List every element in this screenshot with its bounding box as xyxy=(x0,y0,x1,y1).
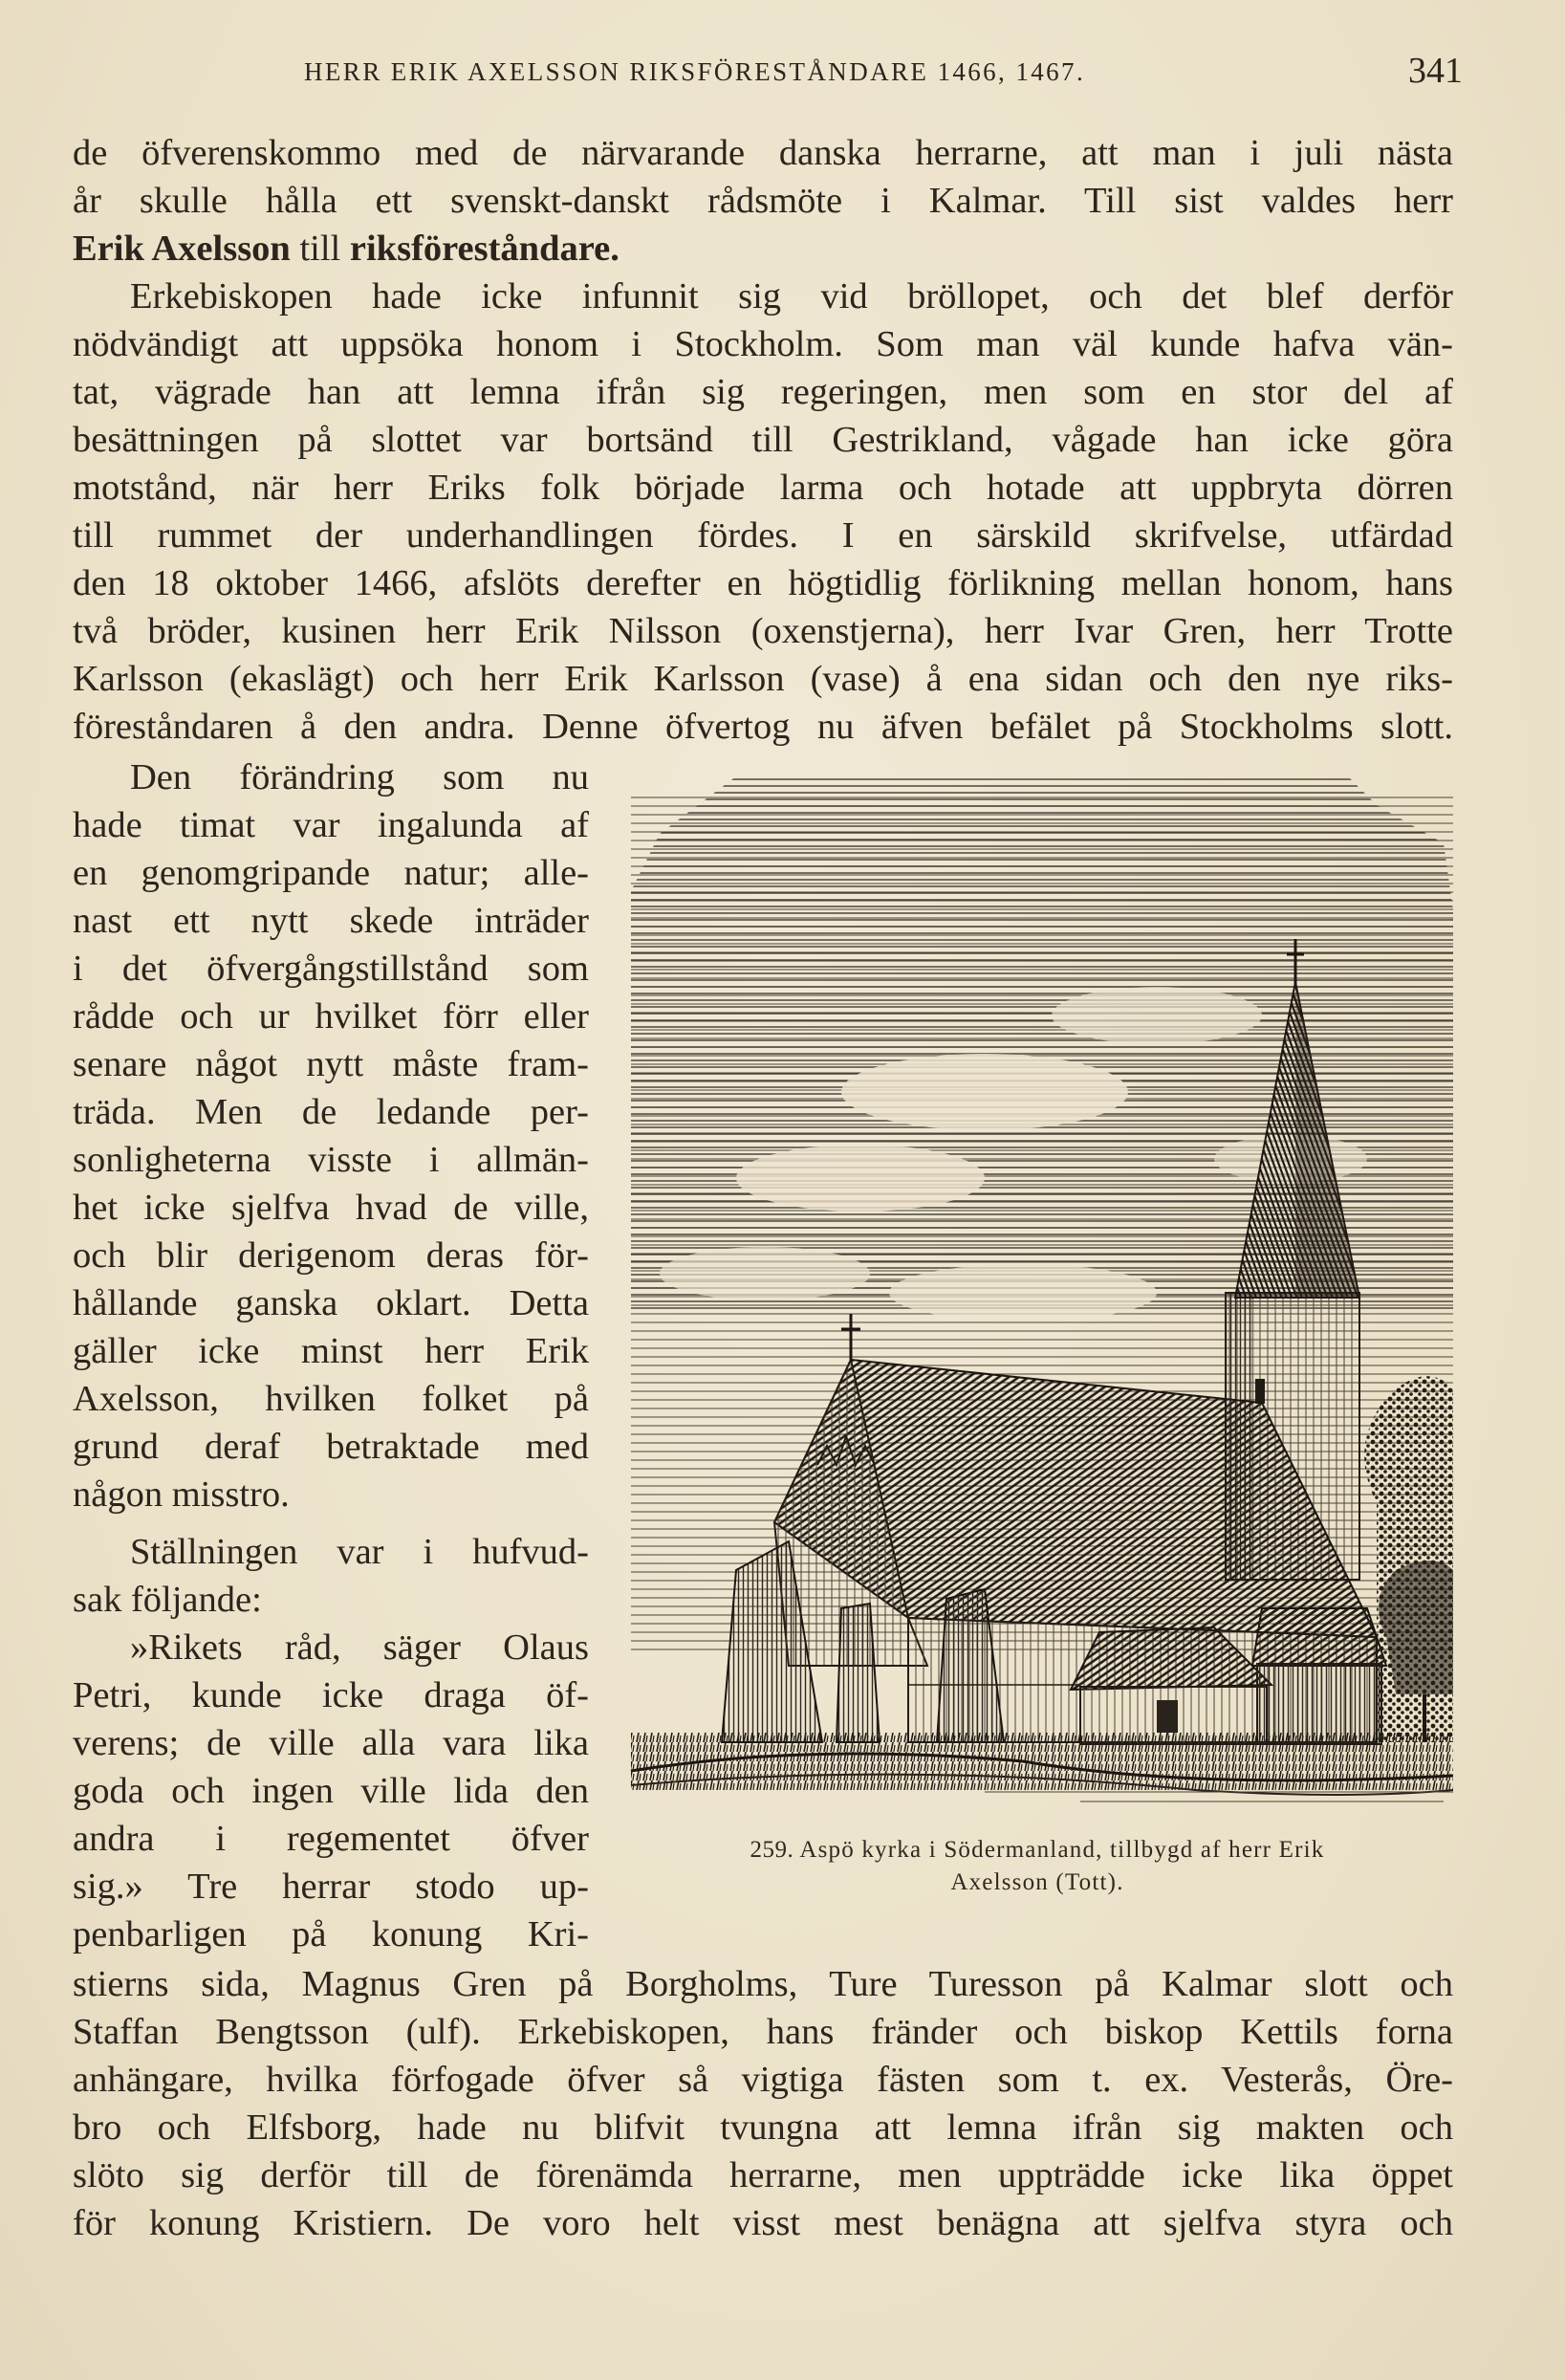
text-line: år skulle hålla ett svenskt-danskt rådsmöte i Kalmar. Till sist valdes herr xyxy=(73,181,1453,221)
text-line: hade timat var ingalunda af xyxy=(73,805,589,845)
text-line: den 18 oktober 1466, afslöts derefter en högtidlig förlikning mellan honom, hans xyxy=(73,563,1453,603)
figure-caption xyxy=(621,1834,1453,1899)
text-line: stierns sida, Magnus Gren på Borgholms, Ture Turesson på Kalmar slott och xyxy=(73,1964,1453,2004)
text-line: senare något nytt måste fram- xyxy=(73,1044,589,1084)
text-line: någon misstro. xyxy=(73,1474,290,1515)
text-line: penbarligen på konung Kri- xyxy=(73,1914,589,1954)
text-line: bro och Elfsborg, hade nu blifvit tvungna att lemna ifrån sig makten och xyxy=(73,2107,1453,2148)
text-line: två bröder, kusinen herr Erik Nilsson (oxenstjerna), herr Ivar Gren, herr Trotte xyxy=(73,611,1453,651)
text-line: andra i regementet öfver xyxy=(73,1819,589,1859)
text-line: Den förändring som nu xyxy=(130,757,589,797)
text-line xyxy=(73,225,1453,273)
text-line: till rummet der underhandlingen fördes. I en särskild skrifvelse, utfärdad xyxy=(73,515,1453,556)
text-line: en genomgripande natur; alle- xyxy=(73,853,589,893)
text-line: nödvändigt att uppsöka honom i Stockholm. Som man väl kunde hafva vän- xyxy=(73,324,1453,364)
text-line: föreståndaren å den andra. Denne öfvertog nu äfven befälet på Stockholms slott. xyxy=(73,707,1453,747)
text-span: till xyxy=(290,229,350,269)
running-head: HERR ERIK AXELSSON RIKSFÖRESTÅNDARE 1466, 1467. xyxy=(304,57,1086,86)
caption-number: 259. xyxy=(750,1837,794,1863)
text-line: tat, vägrade han att lemna ifrån sig regeringen, men som en stor del af xyxy=(73,372,1453,412)
text-line: slöto sig derför till de förenämda herrarne, men uppträdde icke lika öppet xyxy=(73,2155,1453,2195)
text-line: de öfverenskommo med de närvarande danska herrarne, att man i juli nästa xyxy=(73,133,1453,173)
text-line: och blir derigenom deras för- xyxy=(73,1235,589,1276)
text-line: het icke sjelfva hvad de ville, xyxy=(73,1188,589,1228)
caption-line: Axelsson (Tott). xyxy=(950,1869,1124,1895)
caption-line xyxy=(621,1834,1453,1867)
text-line: verens; de ville alla vara lika xyxy=(73,1723,589,1763)
text-line: motstånd, när herr Eriks folk började larma och hotade att uppbryta dörren xyxy=(73,468,1453,508)
text-line: gäller icke minst herr Erik xyxy=(73,1331,589,1371)
text-line: Erkebiskopen hade icke infunnit sig vid bröllopet, och det blef derför xyxy=(130,276,1453,317)
text-line: Petri, kunde icke draga öf- xyxy=(73,1675,589,1715)
text-line: hållande ganska oklart. Detta xyxy=(73,1283,589,1323)
text-line: sig.» Tre herrar stodo up- xyxy=(73,1867,589,1907)
text-line: Ställningen var i hufvud- xyxy=(130,1532,589,1572)
text-line: träda. Men de ledande per- xyxy=(73,1092,589,1132)
text-line: goda och ingen ville lida den xyxy=(73,1771,589,1811)
text-line: nast ett nytt skede inträder xyxy=(73,901,589,941)
text-line: i det öfvergångstillstånd som xyxy=(73,949,589,989)
church-engraving xyxy=(621,776,1453,1809)
text-line: Karlsson (ekaslägt) och herr Erik Karlsson (vase) å ena sidan och den nye riks- xyxy=(73,659,1453,699)
text-line: Staffan Bengtsson (ulf). Erkebiskopen, hans fränder och biskop Kettils forna xyxy=(73,2012,1453,2052)
text-line: besättningen på slottet var bortsänd till Gestrikland, vågade han icke göra xyxy=(73,420,1453,460)
page-number: 341 xyxy=(1408,51,1463,91)
text-line: Axelsson, hvilken folket på xyxy=(73,1379,589,1419)
text-line: anhängare, hvilka förfogade öfver så vigtiga fästen som t. ex. Vesterås, Öre- xyxy=(73,2060,1453,2100)
page-header xyxy=(304,50,1463,98)
caption-text: Aspö kyrka i Södermanland, tillbygd af herr Erik xyxy=(799,1837,1325,1863)
text-line: rådde och ur hvilket förr eller xyxy=(73,996,589,1037)
text-line: för konung Kristiern. De voro helt visst mest benägna att sjelfva styra och xyxy=(73,2203,1453,2243)
cloud xyxy=(841,1054,1128,1130)
bold-name: Erik Axelsson xyxy=(73,229,291,269)
bold-title: riksföreståndare. xyxy=(349,229,619,269)
text-line: sak följande: xyxy=(73,1580,262,1620)
text-line: grund deraf betraktade med xyxy=(73,1427,589,1467)
text-line: sonligheterna visste i allmän- xyxy=(73,1140,589,1180)
text-line: »Rikets råd, säger Olaus xyxy=(130,1627,589,1668)
